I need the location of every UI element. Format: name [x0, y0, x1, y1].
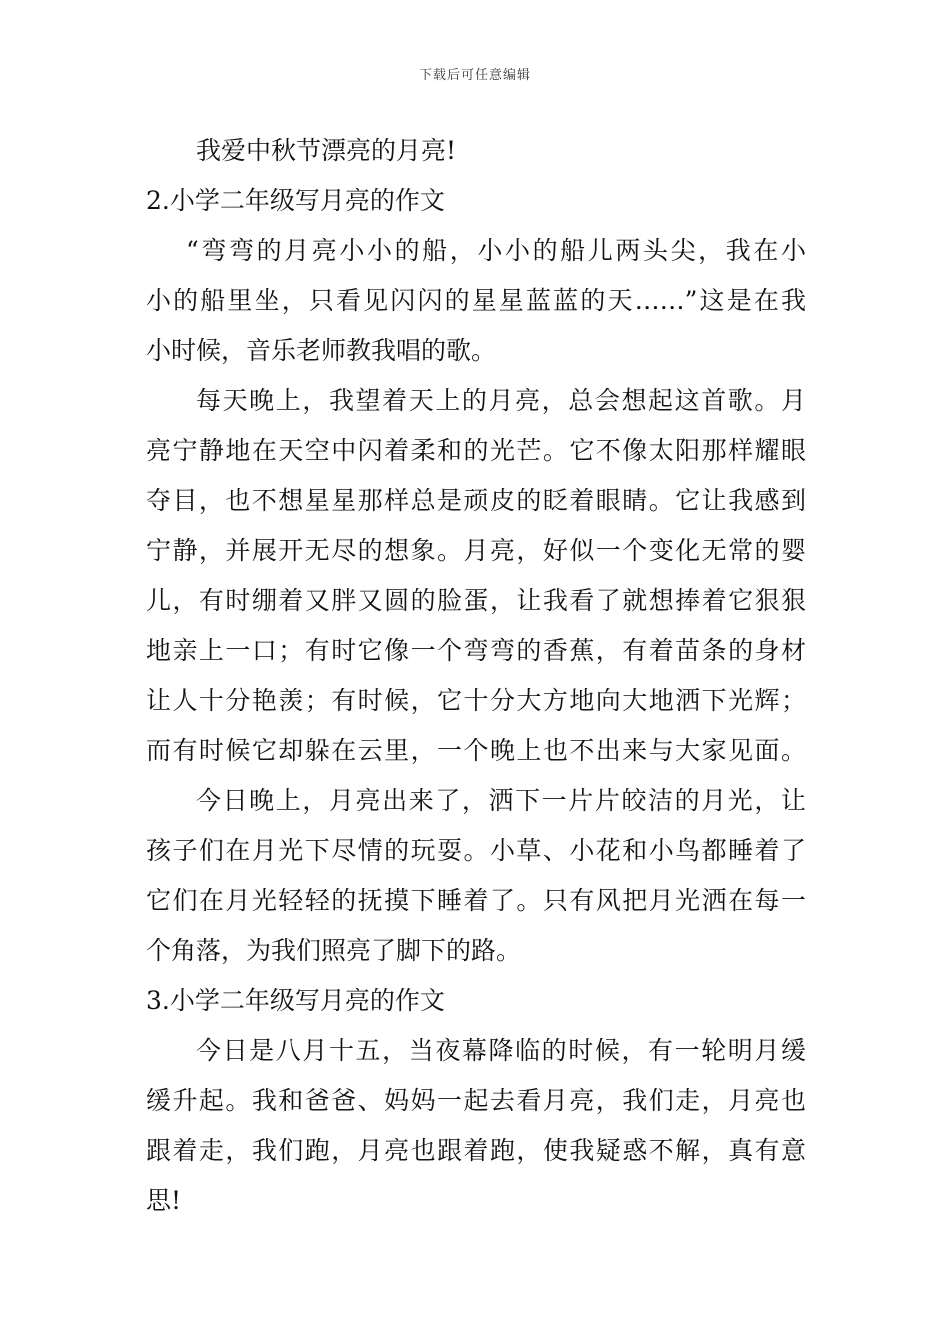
paragraph-line: 儿，有时绷着又胖又圆的脸蛋，让我看了就想捧着它狠狠 — [146, 586, 806, 615]
paragraph-line: 让人十分艳羡；有时候，它十分大方地向大地洒下光辉； — [146, 686, 806, 715]
paragraph-line: 思! — [146, 1186, 182, 1215]
paragraph-line: 小的船里坐，只看见闪闪的星星蓝蓝的天……”这是在我 — [146, 286, 806, 315]
document-body — [146, 126, 806, 1226]
paragraph-line: 它们在月光轻轻的抚摸下睡着了。只有风把月光洒在每一 — [146, 886, 806, 915]
paragraph-line: 亮宁静地在天空中闪着柔和的光芒。它不像太阳那样耀眼 — [146, 436, 806, 465]
paragraph-line: 而有时候它却躲在云里，一个晚上也不出来与大家见面。 — [146, 736, 806, 765]
paragraph-line: 孩子们在月光下尽情的玩耍。小草、小花和小鸟都睡着了 — [146, 836, 806, 865]
paragraph-line: 小时候，音乐老师教我唱的歌。 — [146, 336, 497, 365]
page-header-note: 下载后可任意编辑 — [418, 68, 531, 83]
paragraph-line: 地亲上一口；有时它像一个弯弯的香蕉，有着苗条的身材 — [146, 636, 806, 665]
paragraph-line: 今日是八月十五，当夜幕降临的时候，有一轮明月缓 — [196, 1036, 806, 1065]
paragraph-line: 缓升起。我和爸爸、妈妈一起去看月亮，我们走，月亮也 — [146, 1086, 806, 1115]
section-heading: 3.小学二年级写月亮的作文 — [146, 986, 445, 1015]
paragraph-line: 每天晚上，我望着天上的月亮，总会想起这首歌。月 — [196, 386, 806, 415]
paragraph-line: 我爱中秋节漂亮的月亮! — [196, 136, 457, 165]
paragraph-line: 今日晚上，月亮出来了，洒下一片片皎洁的月光，让 — [196, 786, 806, 815]
paragraph-line: 宁静，并展开无尽的想象。月亮，好似一个变化无常的婴 — [146, 536, 806, 565]
paragraph-line: 个角落，为我们照亮了脚下的路。 — [146, 936, 522, 965]
paragraph-line: “弯弯的月亮小小的船，小小的船儿两头尖，我在小 — [186, 236, 806, 265]
paragraph-line: 跟着走，我们跑，月亮也跟着跑，使我疑惑不解，真有意 — [146, 1136, 806, 1165]
paragraph-line: 夺目，也不想星星那样总是顽皮的眨着眼睛。它让我感到 — [146, 486, 806, 515]
section-heading: 2.小学二年级写月亮的作文 — [146, 186, 445, 215]
